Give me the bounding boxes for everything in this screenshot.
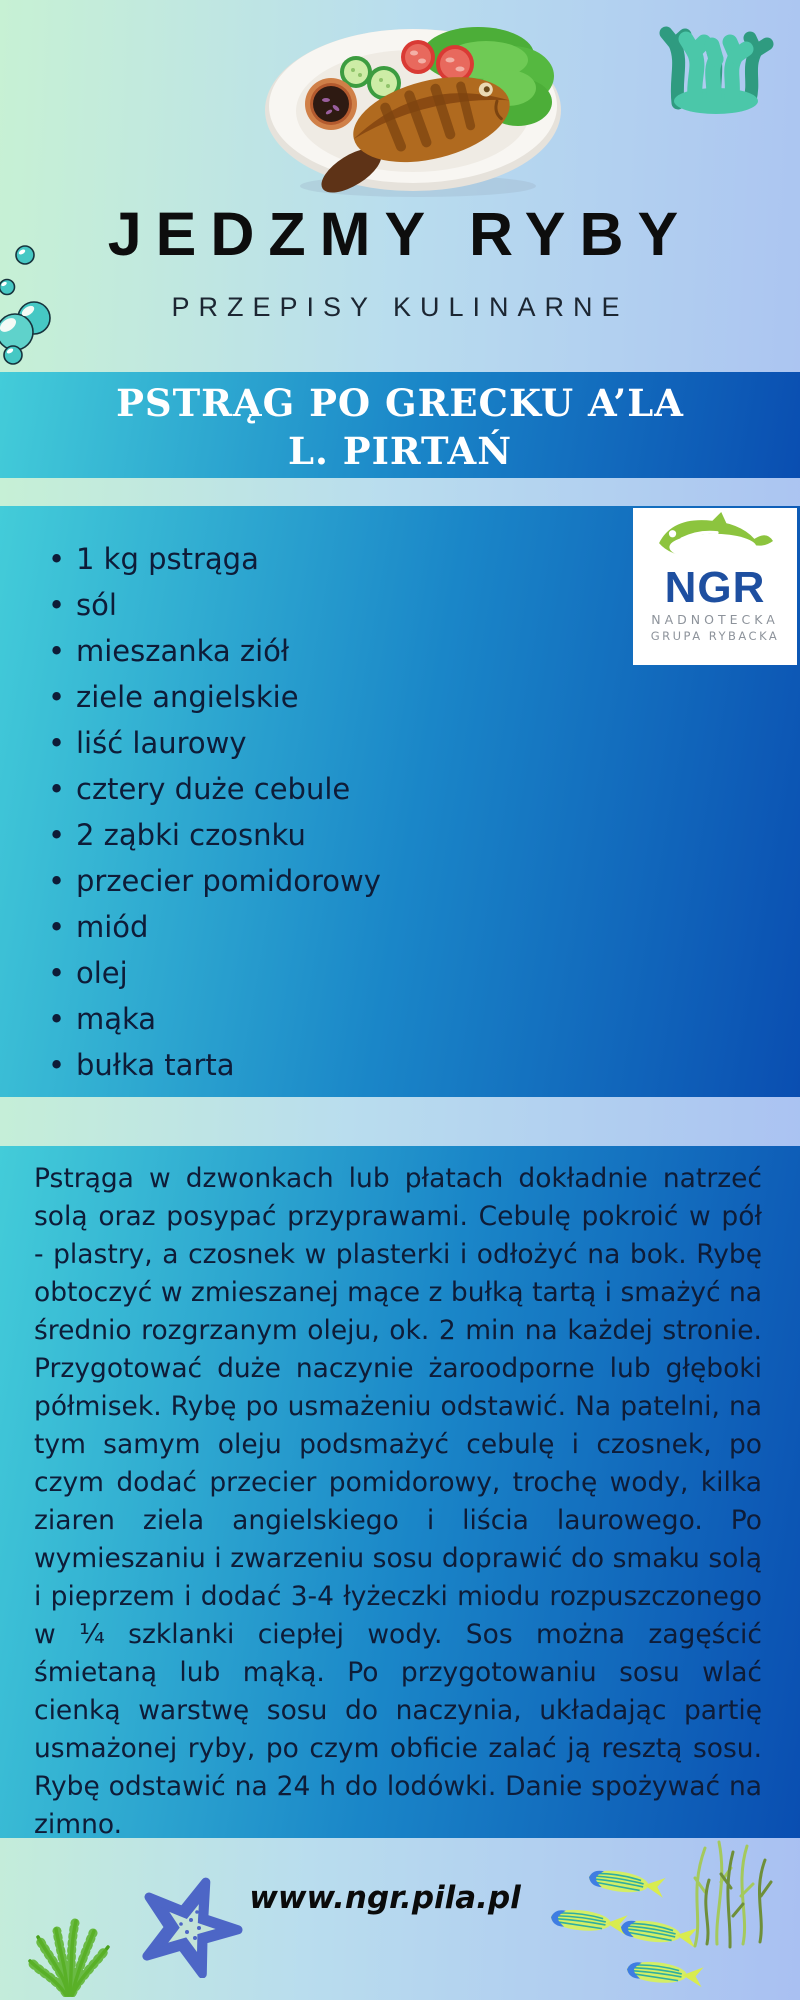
page-title: JEDZMY RYBY [107,200,693,268]
recipe-title-line1: PSTRĄG PO GRECKU A’LA [116,381,684,425]
logo-acronym: NGR [664,563,766,612]
coral-icon [653,8,783,116]
logo-name-line2: GRUPA RYBACKA [650,629,780,643]
ingredient-item: • mąka [48,996,800,1042]
ingredient-item: • 2 ząbki czosnku [48,812,800,858]
logo-name-line1: NADNOTECKA [651,612,779,627]
ingredient-item: • liść laurowy [48,720,800,766]
ingredient-item: • sól [48,582,800,628]
ngr-logo [633,508,797,665]
website-link: www.ngr.pila.pl [249,1880,521,1916]
page-subtitle: PRZEPISY KULINARNE [171,292,629,322]
sauce-bowl [305,78,357,130]
ingredient-item: • przecier pomidorowy [48,858,800,904]
ingredient-item: • olej [48,950,800,996]
seagrass-icon [675,1832,780,1950]
recipe-title-band [0,372,800,478]
instructions-text: Pstrąga w dzwonkach lub płatach dokładnie natrzeć solą oraz posypać przyprawami. Cebulę pokroić w pół - plastry, a czosnek w plasterki i odłożyć na bok. Rybę obtoczyć w zmieszanej mące z bułką tartą i smażyć na średnio rozgrzanym oleju, ok. 2 min na każdej stronie. Przygotować duże naczynie żaroodporne lub głęboki półmisek. Rybę po usmażeniu odstawić. Na patelni, na tym samym oleju podsmażyć cebulę i czosnek, po czym dodać przecier pomidorowy, trochę wody, kilka ziaren ziela angielskiego i liścia laurowego. Po wymieszaniu i zwarzeniu sosu doprawić do smaku solą i pieprzem i dodać 3-4 łyżeczki miodu rozpuszczonego w ¼ szklanki ciepłej wody. Sos można zagęścić śmietaną lub mąką. Po przygotowaniu sosu wlać cienką warstwę sosu do naczynia, układając partię usmażonej ryby, po czym obficie zalać ją resztą sosu. Rybę odstawić na 24 h do lodówki. Danie spożywać na zimno. [34,1163,762,1840]
ingredient-item: • mieszanka ziół [48,628,800,674]
ingredient-item: • miód [48,904,800,950]
seaweed-icon [20,1905,116,1997]
ingredient-item: • cztery duże cebule [48,766,800,812]
ingredients-band [0,506,800,1097]
fried-fish-plate-illustration [250,0,570,200]
ingredient-item: • bułka tarta [48,1042,800,1088]
fish-logo-icon [650,512,780,570]
recipe-title-line2: L. PIRTAŃ [287,429,513,473]
ingredient-item: • 1 kg pstrąga [48,536,800,582]
instructions-band [0,1146,800,1838]
ingredient-item: • ziele angielskie [48,674,800,720]
